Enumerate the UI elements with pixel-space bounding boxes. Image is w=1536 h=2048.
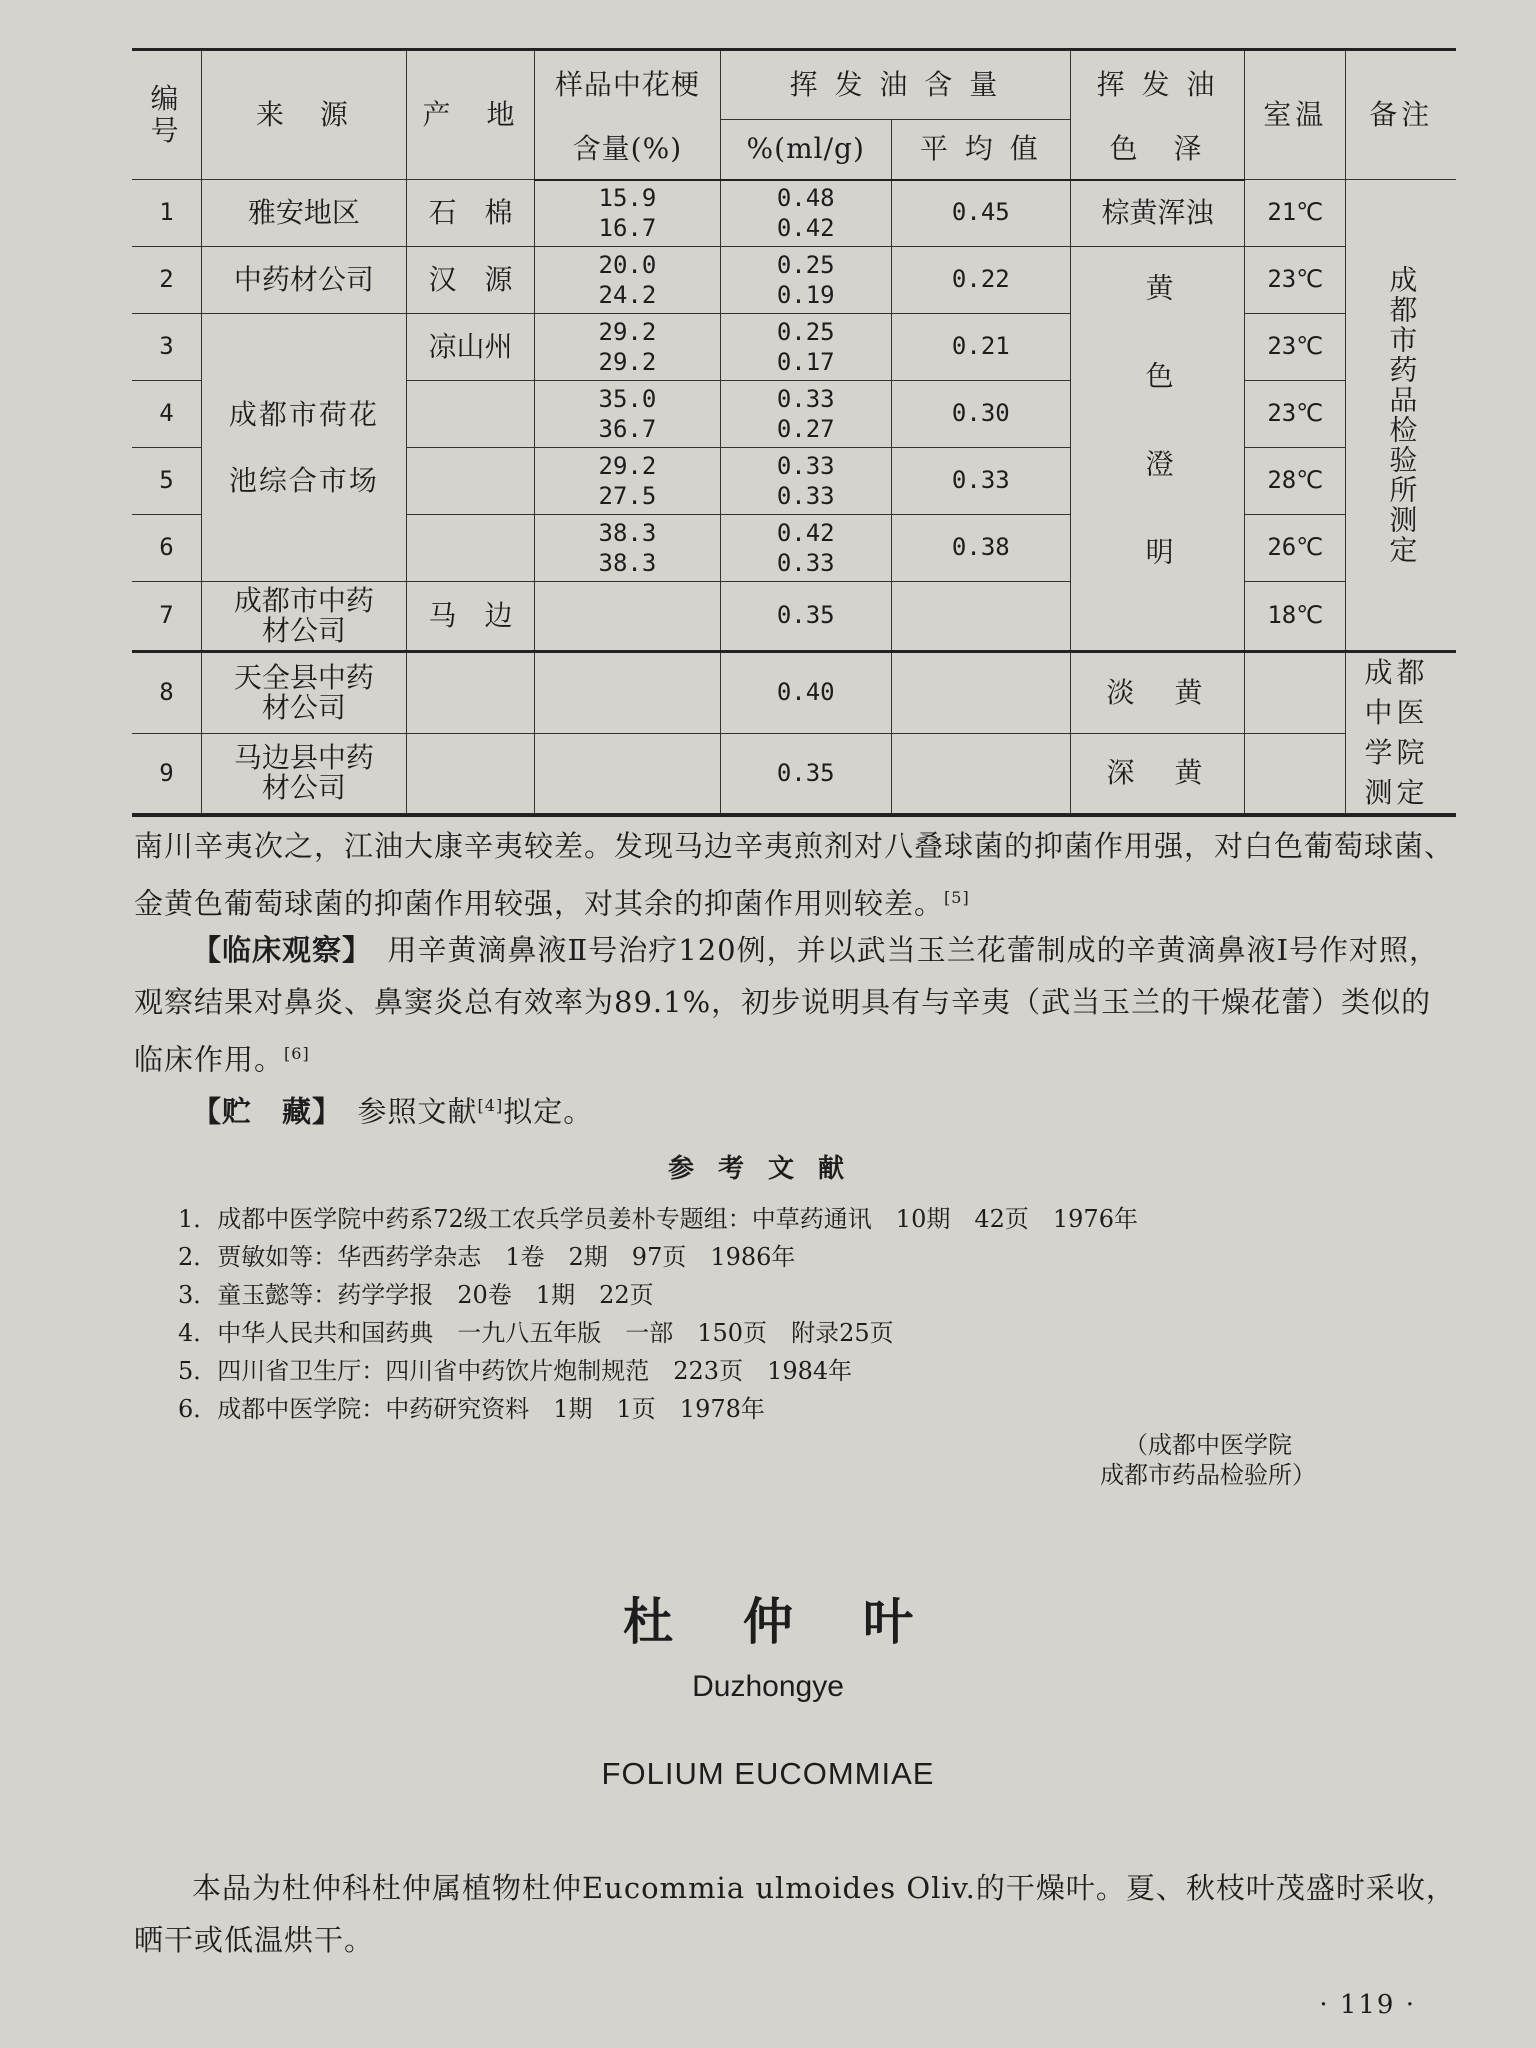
- cell-source: 马边县中药材公司: [201, 733, 406, 815]
- header-temp: 室温: [1245, 50, 1346, 180]
- reference-item: 6．成都中医学院：中药研究资料 1期 1页 1978年: [178, 1395, 765, 1423]
- cell-oil: 0.35: [720, 733, 891, 815]
- cell-avg: 0.21: [891, 314, 1070, 381]
- cell-no: 4: [132, 381, 201, 448]
- cell-no: 7: [132, 582, 201, 652]
- cell-temp: 21℃: [1245, 180, 1346, 247]
- storage-heading: 【贮 藏】: [192, 1094, 328, 1129]
- table-row: [132, 582, 1456, 652]
- header-color-top: 挥 发 油: [1071, 50, 1245, 120]
- header-oil-avg: 平 均 值: [891, 120, 1070, 180]
- storage-paragraph: 【贮 藏】 参照文献[4]拟定。: [192, 1094, 594, 1129]
- cell-origin: 凉山州: [406, 314, 534, 381]
- cell-origin: 石 棉: [406, 180, 534, 247]
- monograph-title: 杜仲叶: [623, 1593, 983, 1651]
- cell-stalk: 29.2 29.2: [535, 314, 721, 381]
- cell-avg: 0.33: [891, 448, 1070, 515]
- cell-origin: [406, 733, 534, 815]
- table-header-row: [132, 50, 1456, 120]
- cell-no: 2: [132, 247, 201, 314]
- cell-origin: [406, 515, 534, 582]
- header-origin: 产 地: [406, 50, 534, 180]
- header-oil-group: 挥 发 油 含 量: [720, 50, 1070, 120]
- reference-item: 2．贾敏如等：华西药学杂志 1卷 2期 97页 1986年: [178, 1243, 796, 1271]
- cell-no: 3: [132, 314, 201, 381]
- cell-oil: 0.48 0.42: [720, 180, 891, 247]
- cell-avg: [891, 582, 1070, 652]
- table-row: [132, 733, 1456, 815]
- cell-no: 9: [132, 733, 201, 815]
- cell-temp: [1245, 652, 1346, 734]
- cell-temp: 23℃: [1245, 381, 1346, 448]
- cell-origin: [406, 448, 534, 515]
- reference-item: 4．中华人民共和国药典 一九八五年版 一部 150页 附录25页: [178, 1319, 894, 1347]
- cell-oil: 0.33 0.33: [720, 448, 891, 515]
- cell-color-merged: 黄色澄明: [1071, 247, 1245, 652]
- cell-oil: 0.25 0.17: [720, 314, 891, 381]
- author-affiliation: （成都中医学院 成都市药品检验所）: [1100, 1431, 1316, 1489]
- cell-note-college: 成都中医学院测定: [1346, 652, 1456, 816]
- reference-item: 3．童玉懿等：药学学报 20卷 1期 22页: [178, 1281, 654, 1309]
- reference-item: 1．成都中医学院中药系72级工农兵学员姜朴专题组：中草药通讯 10期 42页 1976年: [178, 1205, 1138, 1233]
- cell-avg: 0.22: [891, 247, 1070, 314]
- cell-no: 1: [132, 180, 201, 247]
- cell-source: 天全县中药材公司: [201, 652, 406, 734]
- cell-no: 5: [132, 448, 201, 515]
- cell-origin: [406, 652, 534, 734]
- antibacterial-paragraph: 南川辛夷次之，江油大康辛夷较差。发现马边辛夷煎剂对八叠球菌的抑菌作用强，对白色葡萄球菌、金黄色葡萄球菌的抑菌作用较强，对其余的抑菌作用则较差。[5]: [134, 829, 1455, 921]
- cell-stalk: 15.9 16.7: [535, 180, 721, 247]
- cell-oil: 0.40: [720, 652, 891, 734]
- clinical-heading: 【临床观察】: [192, 933, 358, 967]
- header-oil-ml: %(ml/g): [720, 120, 891, 180]
- cell-oil: 0.42 0.33: [720, 515, 891, 582]
- table-row: [132, 180, 1456, 247]
- cell-stalk: 20.0 24.2: [535, 247, 721, 314]
- cell-stalk: 35.0 36.7: [535, 381, 721, 448]
- cell-color: 深 黄: [1071, 733, 1245, 815]
- monograph-description: 本品为杜仲科杜仲属植物杜仲Eucommia ulmoides Oliv.的干燥叶。夏、秋枝叶茂盛时采收，晒干或低温烘干。: [134, 1871, 1456, 1957]
- reference-item: 5．四川省卫生厅：四川省中药饮片炮制规范 223页 1984年: [178, 1357, 853, 1385]
- cell-no: 6: [132, 515, 201, 582]
- cell-avg: 0.38: [891, 515, 1070, 582]
- cell-note-lab: 成都市药品检验所测定: [1346, 180, 1456, 652]
- header-no: 编号: [132, 50, 201, 180]
- cell-stalk: 38.3 38.3: [535, 515, 721, 582]
- references-title: 参考文献: [667, 1154, 868, 1184]
- cell-avg: [891, 733, 1070, 815]
- cell-origin: [406, 381, 534, 448]
- cell-stalk: [535, 652, 721, 734]
- cell-oil: 0.33 0.27: [720, 381, 891, 448]
- cell-source: 中药材公司: [201, 247, 406, 314]
- cell-temp: 28℃: [1245, 448, 1346, 515]
- cell-color: 淡 黄: [1071, 652, 1245, 734]
- header-color-bottom: 色 泽: [1071, 120, 1245, 180]
- cell-temp: 23℃: [1245, 314, 1346, 381]
- cell-color: 棕黄浑浊: [1071, 180, 1245, 247]
- cell-stalk: [535, 733, 721, 815]
- cell-source-merged: 成都市荷花池综合市场: [201, 314, 406, 582]
- cell-origin: 马 边: [406, 582, 534, 652]
- cell-stalk: 29.2 27.5: [535, 448, 721, 515]
- table-row: [132, 247, 1456, 314]
- cell-temp: 18℃: [1245, 582, 1346, 652]
- cell-origin: 汉 源: [406, 247, 534, 314]
- cell-oil: 0.35: [720, 582, 891, 652]
- table-row: [132, 652, 1456, 734]
- references-list: [178, 1200, 1138, 1428]
- cell-temp: 26℃: [1245, 515, 1346, 582]
- cell-temp: 23℃: [1245, 247, 1346, 314]
- page-number: · 119 ·: [1319, 1990, 1416, 2020]
- cell-avg: 0.45: [891, 180, 1070, 247]
- header-source: 来 源: [201, 50, 406, 180]
- clinical-paragraph: 【临床观察】 用辛黄滴鼻液Ⅱ号治疗120例，并以武当玉兰花蕾制成的辛黄滴鼻液Ⅰ号作对照，观察结果对鼻炎、鼻窦炎总有效率为89.1%，初步说明具有与辛夷（武当玉兰的干燥花蕾）类似的临床作用。[6]: [134, 933, 1440, 1077]
- cell-avg: 0.30: [891, 381, 1070, 448]
- header-stalk-bottom: 含量(%): [535, 120, 721, 180]
- table-row: [132, 314, 1456, 381]
- cell-avg: [891, 652, 1070, 734]
- volatile-oil-table: [132, 48, 1456, 817]
- header-note: 备注: [1346, 50, 1456, 180]
- monograph-pinyin: Duzhongye: [692, 1670, 844, 1703]
- header-stalk-top: 样品中花梗: [535, 50, 721, 120]
- cell-source: 雅安地区: [201, 180, 406, 247]
- cell-source: 成都市中药材公司: [201, 582, 406, 652]
- cell-stalk: [535, 582, 721, 652]
- cell-oil: 0.25 0.19: [720, 247, 891, 314]
- cell-no: 8: [132, 652, 201, 734]
- monograph-latin-name: FOLIUM EUCOMMIAE: [601, 1756, 935, 1791]
- cell-temp: [1245, 733, 1346, 815]
